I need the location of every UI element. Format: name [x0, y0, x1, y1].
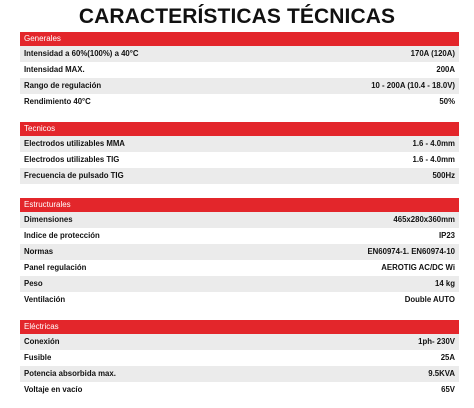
section-tecnicos [20, 122, 459, 184]
spec-value: 9.5KVA [428, 369, 455, 378]
table-row [20, 136, 459, 152]
section-header: Eléctricas [20, 320, 459, 334]
table-row [20, 260, 459, 276]
spec-label: Peso [24, 279, 43, 288]
spec-value: IP23 [438, 231, 455, 240]
spec-value: 170A (120A) [410, 49, 455, 58]
spec-label: Electrodos utilizables TIG [24, 155, 120, 164]
spec-value: 25A [440, 353, 455, 362]
section-estructurales [20, 198, 459, 308]
spec-label: Indice de protección [24, 231, 100, 240]
table-row [20, 94, 459, 110]
spec-value: 50% [439, 97, 455, 106]
spec-value: EN60974-1. EN60974-10 [367, 247, 455, 256]
spec-label: Electrodos utilizables MMA [24, 139, 125, 148]
page-title: CARACTERÍSTICAS TÉCNICAS [78, 5, 396, 28]
spec-label: Intensidad a 60%(100%) a 40°C [24, 49, 139, 58]
spec-label: Ventilación [24, 295, 66, 304]
table-row [20, 382, 459, 398]
spec-value: 14 kg [435, 279, 455, 288]
spec-label: Potencia absorbida max. [24, 369, 116, 378]
spec-value: 1.6 - 4.0mm [412, 155, 455, 164]
section-header: Generales [20, 32, 459, 46]
table-row [20, 276, 459, 292]
spec-label: Voltaje en vacío [24, 385, 83, 394]
table-row [20, 366, 459, 382]
spec-value: 65V [441, 385, 455, 394]
spec-value: 1ph- 230V [418, 337, 455, 346]
spec-label: Rango de regulación [24, 81, 102, 90]
table-row [20, 334, 459, 350]
table-row [20, 46, 459, 62]
table-row [20, 78, 459, 94]
table-row [20, 350, 459, 366]
spec-label: Panel regulación [24, 263, 87, 272]
section-header: Estructurales [20, 198, 459, 212]
table-row [20, 244, 459, 260]
spec-value: 10 - 200A (10.4 - 18.0V) [371, 81, 455, 90]
table-row [20, 62, 459, 78]
spec-value: 1.6 - 4.0mm [412, 139, 455, 148]
spec-value: AEROTIG AC/DC Wi [381, 263, 455, 272]
spec-label: Fusible [24, 353, 52, 362]
section-header: Tecnicos [20, 122, 459, 136]
spec-value: 465x280x360mm [393, 215, 455, 224]
table-row [20, 212, 459, 228]
table-row [20, 228, 459, 244]
spec-value: 200A [436, 65, 455, 74]
spec-label: Frecuencia de pulsado TIG [24, 171, 124, 180]
spec-value: Double AUTO [404, 295, 455, 304]
table-row [20, 168, 459, 184]
spec-label: Dimensiones [24, 215, 73, 224]
spec-label: Rendimiento 40°C [24, 97, 91, 106]
spec-label: Intensidad MAX. [24, 65, 85, 74]
section-generales [20, 32, 459, 110]
table-row [20, 292, 459, 308]
section-electricas [20, 320, 459, 398]
spec-value: 500Hz [432, 171, 455, 180]
table-row [20, 152, 459, 168]
spec-label: Normas [24, 247, 54, 256]
spec-label: Conexión [24, 337, 60, 346]
